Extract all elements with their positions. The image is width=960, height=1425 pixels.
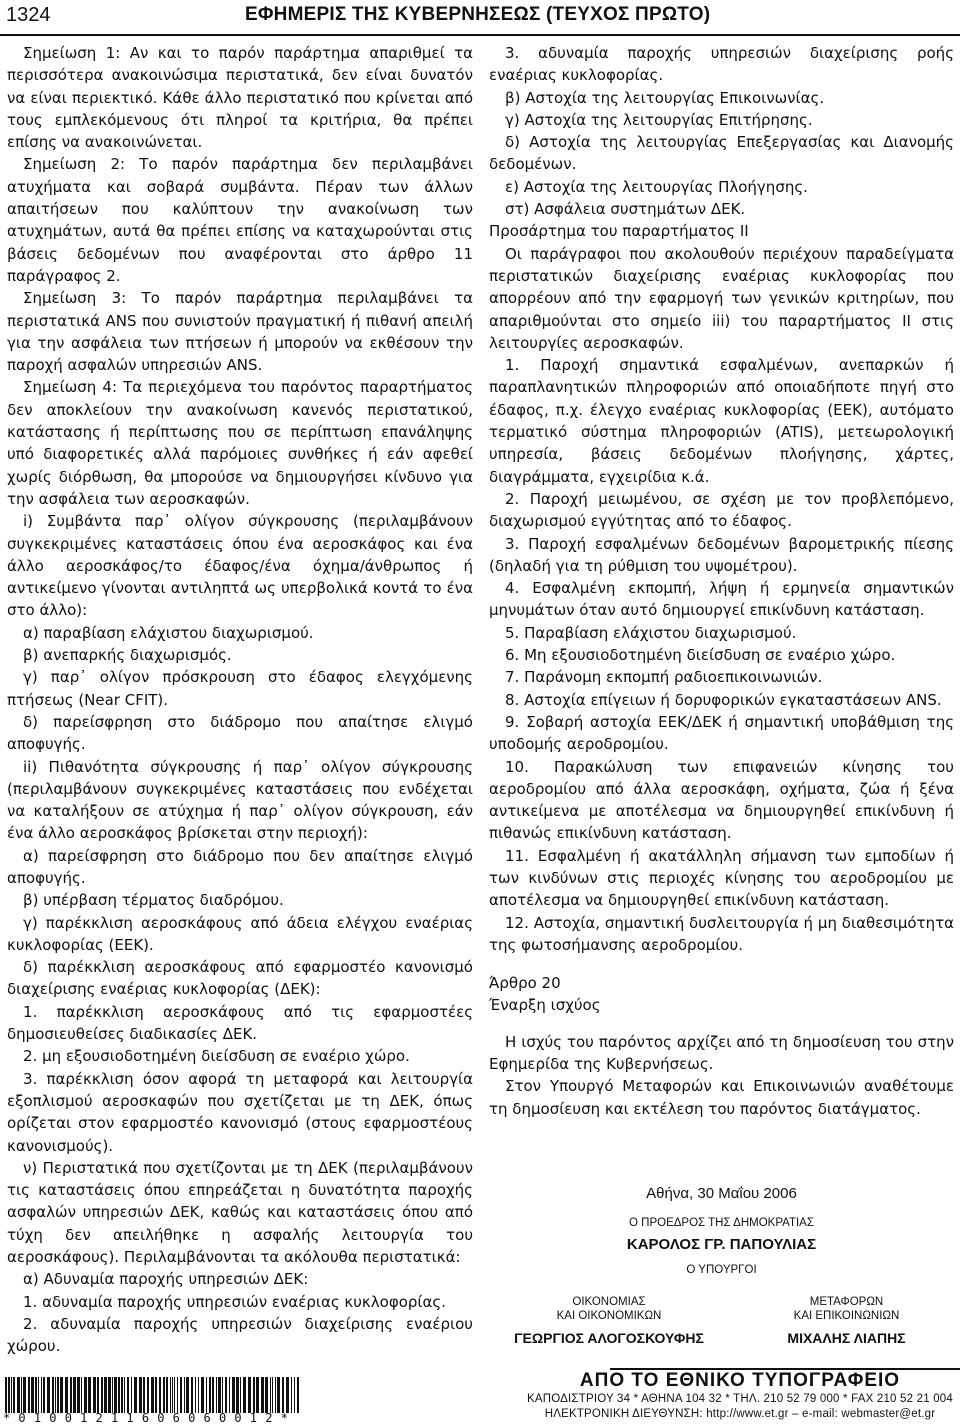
item-v-a-2: 2. αδυναμία παροχής υπηρεσιών διαχείρισης εναέριου χώρου. [7,1314,473,1356]
barcode-bar [88,1377,91,1413]
barcode-bar [35,1377,37,1413]
barcode-bar [17,1377,20,1413]
barcode-bar [70,1377,72,1413]
example-4: 4. Εσφαλμένη εκπομπή, λήψη ή ερμηνεία σημαντικών μηνυμάτων όταν αυτό δημιουργεί επικίνδυνη κατάσταση. [489,579,954,620]
article-paragraph-1: Η ισχύς του παρόντος αρχίζει από τη δημοσίευση του στην Εφημερίδα της Κυβερνήσεως. [489,1032,954,1074]
barcode-bar [60,1377,63,1413]
paragraph-v: ν) Περιστατικά που σχετίζονται με τη ΔΕΚ (περιλαμβάνουν τις καταστάσεις όπου επηρεάζεται η δυνατότητα παροχής ασφαλών υπηρεσιών ΔΕΚ, καθώς και καταστάσεις όπου από τύχη δεν απειλήθηκε η ασφαλής λειτουργία του αεροσκάφους). Περιλαμβάνονται τα ακόλουθα περιστατικά: [7,1158,473,1267]
minister-transport-title-2: ΚΑΙ ΕΠΙΚΟΙΝΩΝΙΩΝ [793,1310,900,1322]
note-3: Σημείωση 3: Το παρόν παράρτημα περιλαμβάνει τα περιστατικά ANS που συνιστούν πραγματική ή πιθανή απειλή για την ασφάλεια των πτήσεων ή μπορούν να εκθέσουν την παροχή ασφαλών υπηρεσιών ANS. [7,289,473,375]
signing-date: Αθήνα, 30 Μαΐου 2006 [646,1185,797,1202]
barcode-bar [121,1377,123,1413]
item-ii-d-3: 3. παρέκκλιση όσον αφορά τη μεταφορά και λειτουργία εξοπλισμού αεροσκαφών που σχετίζεται με τη ΔΕΚ, όπως ορίζεται στον εφαρμοστέο κανονισμό (στους εφαρμοστέους κανονισμούς). [7,1069,473,1155]
barcode-bar [212,1377,214,1413]
example-11: 11. Εσφαλμένη ή ακατάλληλη σήμανση των εμποδίων ή των κινδύνων στις περιοχές κίνησης του αεροδρομίου με αποτέλεσμα να δημιουργηθεί επικίνδυνη κατάσταση. [489,846,954,910]
barcode-bar [198,1377,199,1413]
item-ii-c: γ) παρέκκλιση αεροσκάφους από άδεια ελέγχου εναέριας κυκλοφορίας (ΕΕΚ). [7,913,473,954]
barcode-bar [236,1377,239,1413]
example-9: 9. Σοβαρή αστοχία ΕΕΚ/ΔΕΚ ή σημαντική υποβάθμιση της υποδομής αεροδρομίου. [489,712,954,754]
barcode-bar [248,1377,251,1413]
barcode-bar [163,1377,165,1413]
barcode-bar [97,1377,99,1413]
barcode-bar [184,1377,185,1413]
example-5: 5. Παραβίαση ελάχιστου διαχωρισμού. [505,623,797,642]
barcode-bar [108,1377,111,1413]
barcode-bar [261,1377,264,1413]
barcode-bar [131,1377,132,1413]
barcode-bar [77,1377,80,1413]
minister-transport-title: ΜΕΤΑΦΟΡΩΝ [809,1296,884,1308]
item-v-e: ε) Αστοχία της λειτουργίας Πλοήγησης. [505,177,808,196]
barcode-bar [127,1377,129,1413]
barcode-bar [81,1377,82,1413]
barcode-bar [270,1377,271,1413]
example-7: 7. Παράνομη εκπομπή ραδιοεπικοινωνιών. [505,668,823,687]
barcode-bar [218,1377,221,1413]
barcode-bar [277,1377,280,1413]
barcode-bar [43,1377,45,1413]
note-1: Σημείωση 1: Αν και το παρόν παράρτημα απαριθμεί τα περισσότερα ανακοινώσιμα περιστατικά, δεν είναι δυνατόν να είναι περιεκτικό. Κάθε άλλο περιστατικό που κρίνεται από τους εμπλεκόμενους ότι πληροί τα κριτήρια, θα πρέπει επίσης να ανακοινώνεται. [7,44,473,152]
barcode-bar [73,1377,76,1413]
barcode-bar [243,1377,246,1413]
barcode-bar [104,1377,107,1413]
president-name: ΚΑΡΟΛΟΣ ΓΡ. ΠΑΠΟΥΛΙΑΣ [626,1236,817,1253]
barcode-image [3,1377,303,1413]
example-6: 6. Μη εξουσιοδοτημένη διείσδυση σε εναέριο χώρο. [505,646,896,665]
barcode-bar [272,1377,273,1413]
minister-transport-name: ΜΙΧΑΛΗΣ ΛΙΑΠΗΣ [787,1330,906,1346]
printer-address: ΚΑΠΟΔΙΣΤΡΙΟΥ 34 * ΑΘΗΝΑ 104 32 * ΤΗΛ. 210 52 79 000 * FAX 210 52 21 004 [526,1393,953,1405]
president-label: Ο ΠΡΟΕΔΡΟΣ ΤΗΣ ΔΗΜΟΚΡΑΤΙΑΣ [629,1217,814,1229]
barcode-bar [166,1377,168,1413]
item-v-st: στ) Ασφάλεια συστημάτων ΔΕΚ. [505,200,746,219]
barcode-bar [286,1377,289,1413]
minister-transport [739,1295,954,1346]
barcode-bar [294,1377,295,1413]
barcode-bar [229,1377,230,1413]
barcode-bar [11,1377,12,1413]
barcode-bar [55,1377,56,1413]
example-1: 1. Παροχή σημαντικά εσφαλμένων, ανεπαρκών ή παραπλανητικών πληροφοριών από οποιαδήποτε πηγή στο έδαφος, π.χ. έλεγχο εναέριας κυκλοφορίας (ΕΕΚ), αυτόματο τερματικό σύστημα πληροφοριών (ATIS), μετεωρολογική υπηρεσία, βάσεις δεδομένων πλοήγησης, χάρτες, διαγράμματα, εγχειρίδια κ.ά. [489,356,954,486]
barcode-bar [265,1377,268,1413]
barcode-bar [282,1377,284,1413]
minister-finance-title: ΟΙΚΟΝΟΜΙΑΣ [572,1296,646,1308]
barcode-bar [191,1377,193,1413]
article-paragraph-2: Στον Υπουργό Μεταφορών και Επικοινωνιών αναθέτουμε τη δημοσίευση και εκτέλεση του παρόντος διατάγματος. [489,1077,954,1118]
barcode-bar [186,1377,189,1413]
printer-web: ΗΛΕΚΤΡΟΝΙΚΗ ΔΙΕΥΘΥΝΣΗ: http://www.et.gr – e-mail: webmaster@et.gr [544,1408,936,1420]
example-12: 12. Αστοχία, σημαντική δυσλειτουργία ή μη διαθεσιμότητα της φωτοσήμανσης αεροδρομίου. [489,913,954,954]
barcode-bar [172,1377,173,1413]
barcode-bar [93,1377,96,1413]
barcode-bar [225,1377,227,1413]
item-v-a-3: 3. αδυναμία παροχής υπηρεσιών διαχείρισης ροής εναέριας κυκλοφορίας. [489,44,954,85]
barcode-bar [101,1377,103,1413]
paragraph-ii: ii) Πιθανότητα σύγκρουσης ή παρ᾽ ολίγον σύγκρουσης (περιλαμβάνουν συγκεκριμένες καταστάσεις που ενδέχεται να καταλήξουν σε ατύχημα ή παρ᾽ ολίγον σύγκρουση, εάν ένα άλλο αεροσκάφος βρίσκεται στην περιοχή): [7,757,473,843]
barcode-bar [297,1377,299,1413]
item-v-a-1: 1. αδυναμία παροχής υπηρεσιών εναέριας κυκλοφορίας. [23,1292,446,1311]
barcode-bar [159,1377,161,1413]
left-column [7,42,473,1358]
barcode-bar [209,1377,211,1413]
barcode-bar [151,1377,154,1413]
item-v-a: α) Αδυναμία παροχής υπηρεσιών ΔΕΚ: [23,1270,309,1289]
barcode-bar [118,1377,120,1413]
barcode-bar [114,1377,117,1413]
barcode-bar [134,1377,137,1413]
barcode-bar [5,1377,7,1413]
barcode-bar [147,1377,149,1413]
barcode-bar [8,1377,10,1413]
barcode-bar [216,1377,217,1413]
item-ii-d-1: 1. παρέκκλιση αεροσκάφους από τις εφαρμοστέες δημοσιευθείσες διαδικασίες ΔΕΚ. [7,1002,473,1044]
example-3: 3. Παροχή εσφαλμένων δεδομένων βαρομετρικής πίεσης (δηλαδή για τη ρύθμιση του υψομέτρου). [489,534,954,575]
barcode-bar [31,1377,34,1413]
barcode-bar [41,1377,42,1413]
barcode-bar [52,1377,54,1413]
item-d: δ) παρείσφρηση στο διάδρομο που απαίτησε ελιγμό αποφυγής. [7,712,473,754]
ministers-label: Ο ΥΠΟΥΡΓΟΙ [686,1264,757,1276]
article-title: Έναρξη ισχύος [489,996,601,1015]
barcode-bar [253,1377,255,1413]
barcode-bar [201,1377,204,1413]
barcode-bar [21,1377,22,1413]
barcode-bar [84,1377,87,1413]
item-v-c: γ) Αστοχία της λειτουργίας Επιτήρησης. [505,110,813,129]
barcode-bar [112,1377,113,1413]
barcode-bar [291,1377,292,1413]
printer-title: ΑΠΟ ΤΟ ΕΘΝΙΚΟ ΤΥΠΟΓΡΑΦΕΙΟ [579,1370,901,1391]
barcode-bar [65,1377,68,1413]
item-ii-d: δ) παρέκκλιση αεροσκάφους από εφαρμοστέο κανονισμό διαχείρισης εναέριας κυκλοφορίας (ΔΕΚ): [7,958,473,999]
appendix-intro: Οι παράγραφοι που ακολουθούν περιέχουν παραδείγματα περιστατικών διαχείρισης εναέριας κυκλοφορίας που απορρέουν από την εφαρμογή των γενικών κριτηρίων, που απαριθμούνται στο σημείο iii) του παραρτήματος ΙΙ στις λειτουργίες αεροσκαφών. [489,244,954,352]
page-header [0,0,960,36]
ministers-row [489,1295,954,1365]
appendix-heading: Προσάρτημα του παραρτήματος ΙΙ [489,222,749,241]
item-ii-b: β) υπέρβαση τέρματος διαδρόμου. [23,891,284,910]
minister-finance [489,1295,729,1346]
barcode-bar [28,1377,30,1413]
printer-footer [520,1368,960,1422]
barcode-bar [23,1377,26,1413]
barcode-bar [155,1377,157,1413]
note-4: Σημείωση 4: Τα περιεχόμενα του παρόντος παραρτήματος δεν αποκλείουν την ανακοίνωση κανενός περιστατικού, κατάστασης ή περίπτωσης που σε περίπτωση επανάληψης υπό διαφορετικές αλλά παρόμοιες συνθήκες ή εάν αφεθεί χωρίς διόρθωση, θα μπορούσε να δημιουργήσει κίνδυνο για την ασφάλεια των αεροσκαφών. [7,378,473,508]
barcode-bar [38,1377,39,1413]
example-8: 8. Αστοχία επίγειων ή δορυφορικών εγκαταστάσεων ANS. [505,690,942,709]
item-a: α) παραβίαση ελάχιστου διαχωρισμού. [23,623,314,642]
item-c: γ) παρ᾽ ολίγον πρόσκρουση στο έδαφος ελεγχόμενης πτήσεως (Near CFIT). [7,668,473,709]
minister-finance-title-2: ΚΑΙ ΟΙΚΟΝΟΜΙΚΩΝ [556,1310,662,1322]
barcode-bar [13,1377,15,1413]
barcode-bar [232,1377,235,1413]
barcode-bar [275,1377,276,1413]
signature-block [489,1185,954,1365]
example-2: 2. Παροχή μειωμένου, σε σχέση με τον προβλεπόμενο, διαχωρισμού εγγύτητας από το έδαφος. [489,489,954,531]
barcode-bar [57,1377,59,1413]
right-column [489,42,954,1120]
barcode-bar [47,1377,50,1413]
barcode-bar [180,1377,182,1413]
barcode-bar [143,1377,145,1413]
barcode-bar [195,1377,196,1413]
barcode-bar [174,1377,175,1413]
barcode-digits: *01001211606060012* [3,1411,297,1425]
item-b: β) ανεπαρκής διαχωρισμός. [23,646,232,665]
example-10: 10. Παρακώλυση των επιφανειών κίνησης του αεροδρομίου από άλλα αεροσκάφη, οχήματα, ζώα ή ξένα αντικείμενα με αποτέλεσμα να δημιουργηθεί επικίνδυνη ή πιθανώς επικίνδυνη κατάσταση. [489,757,954,843]
gazette-title: ΕΦΗΜΕΡΙΣ ΤΗΣ ΚΥΒΕΡΝΗΣΕΩΣ (ΤΕΥΧΟΣ ΠΡΩΤΟ) [245,4,711,25]
article-number: Άρθρο 20 [489,974,561,993]
barcode-bar [124,1377,125,1413]
item-ii-d-2: 2. μη εξουσιοδοτημένη διείσδυση σε εναέριο χώρο. [23,1047,410,1066]
barcode-bar [177,1377,178,1413]
minister-finance-name: ΓΕΩΡΓΙΟΣ ΑΛΟΓΟΣΚΟΥΦΗΣ [514,1330,704,1346]
barcode-bar [170,1377,171,1413]
barcode-bar [222,1377,223,1413]
item-ii-a: α) παρείσφρηση στο διάδρομο που δεν απαίτησε ελιγμό αποφυγής. [7,846,473,887]
paragraph-i: i) Συμβάντα παρ᾽ ολίγον σύγκρουσης (περιλαμβάνουν συγκεκριμένες καταστάσεις όπου ένα αεροσκάφος και ένα άλλο αεροσκάφος/το έδαφος/ένα όχημα/άνθρωπος ή αντικείμενο γίνονται αντιληπτά ως υπερβολικά κοντά το ένα στο άλλο): [7,512,473,620]
barcode-bar [139,1377,142,1413]
barcode-bar [256,1377,259,1413]
item-v-d: δ) Αστοχία της λειτουργίας Επεξεργασίας και Διανομής δεδομένων. [489,133,954,174]
item-v-b: β) Αστοχία της λειτουργίας Επικοινωνίας. [505,88,825,107]
note-2: Σημείωση 2: Το παρόν παράρτημα δεν περιλαμβάνει ατυχήματα και σοβαρά συμβάντα. Πέραν των άλλων απαιτήσεων που καλύπτουν την ανακοίνωση των ατυχημάτων, αυτά θα πρέπει επίσης να καταχωρούνται στις βάσεις δεδομένων που αναφέρονται στο άρθρο 11 παράγραφος 2. [7,155,473,285]
barcode-bar [206,1377,207,1413]
page-number: 1324 [6,4,51,26]
barcode-bar [240,1377,241,1413]
